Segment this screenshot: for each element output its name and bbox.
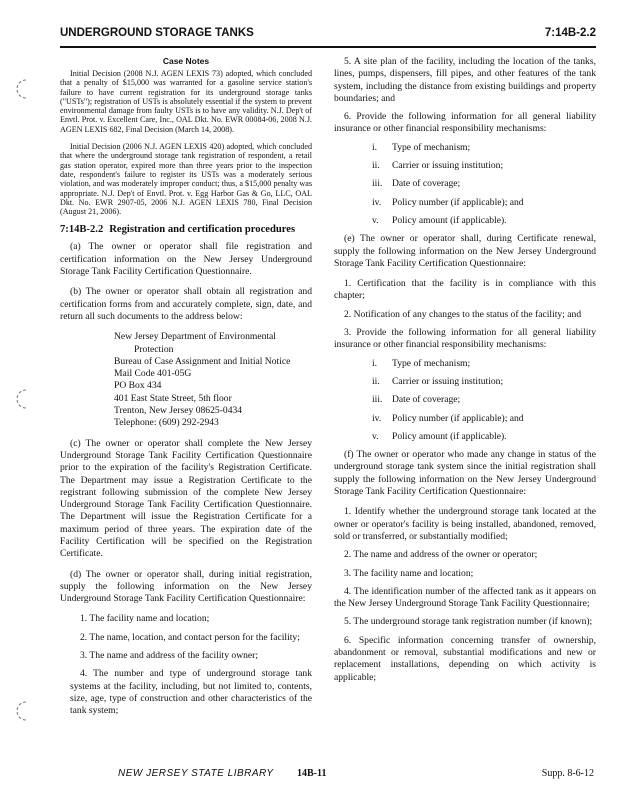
page-footer bbox=[0, 768, 618, 786]
roman-item: iv. Policy number (if applicable); and bbox=[372, 196, 524, 208]
case-note: Initial Decision (2008 N.J. AGEN LEXIS 73) adopted, which concluded that a penalty of $15,000 was warranted for a gasoline service station's failure to have current registration for its underground storage tanks ("USTs"); registration of USTs is absolutely essential if the system to prevent environmental damage from faulty USTs is to have any validity. N.J. Dep't of Envtl. Prot. v. Excellent Care, Inc., OAL Dkt. No. EWR 00084-06, 2008 N.J. AGEN LEXIS 682, Final Decision (March 14, 2008). bbox=[60, 69, 312, 134]
list-item: 2. The name and address of the owner or operator; bbox=[344, 549, 538, 561]
list-item: 3. The name and address of the facility owner; bbox=[80, 650, 259, 662]
roman-item: i. Type of mechanism; bbox=[372, 357, 471, 369]
section-title: Registration and certification procedures bbox=[109, 224, 296, 236]
list-item: 3. Provide the following information for all general liability insurance or other financial responsibility mechanisms: bbox=[334, 327, 596, 351]
case-note: Initial Decision (2006 N.J. AGEN LEXIS 420) adopted, which concluded that where the underground storage tank registration of respondent, a retail gas station operator, expired more than three years prior to the inspection date, respondent's failure to register its USTs was a moderately serious violation, and was moderately improper conduct; thus, a $15,000 penalty was appropriate. N.J. Dep't of Envtl. Prot. v. Egg Harbor Gas & Go, LLC, OAL Dkt. No. EWR 2907-05, 2006 N.J. AGEN LEXIS 780, Final Decision (August 21, 2006). bbox=[60, 142, 312, 217]
punch-hole-mark bbox=[12, 388, 34, 410]
header-title: UNDERGROUND STORAGE TANKS bbox=[60, 27, 254, 39]
roman-item: ii. Carrier or issuing institution; bbox=[372, 375, 504, 387]
paragraph-e: (e) The owner or operator shall, during Certificate renewal, supply the following information on the New Jersey Underground Storage Tank Facility Certification Questionnaire: bbox=[334, 233, 596, 269]
right-column bbox=[334, 56, 596, 690]
list-item: 4. The number and type of underground storage tank systems at the facility, including, but not limited to, contents, size, age, type of construction and other characteristics of the tank system; bbox=[70, 668, 312, 717]
paragraph-b: (b) The owner or operator shall obtain all registration and certification forms from and accurately complete, sign, date, and return all such documents to the address below: bbox=[60, 286, 312, 322]
paragraph-f: (f) The owner or operator who made any change in status of the underground storage tank system since the initial registration shall supply the following information on the New Jersey Underground Storage Tank Facility Certification Questionnaire: bbox=[334, 449, 596, 498]
roman-item: v. Policy amount (if applicable). bbox=[372, 430, 507, 442]
roman-item: i. Type of mechanism; bbox=[372, 141, 471, 153]
supplement-date: Supp. 8-6-12 bbox=[541, 768, 594, 779]
roman-item: iv. Policy number (if applicable); and bbox=[372, 412, 524, 424]
roman-item: iii. Date of coverage; bbox=[372, 178, 461, 190]
address-line: 401 East State Street, 5th floor bbox=[114, 392, 232, 404]
address-telephone: Telephone: (609) 292-2943 bbox=[114, 417, 219, 429]
page-number: 14B-11 bbox=[297, 768, 327, 779]
list-item: 5. A site plan of the facility, including the location of the tanks, lines, pumps, dispensers, fill pipes, and other features of the tank system, including the distance from existing buildings and property boundaries; and bbox=[334, 56, 596, 104]
list-item: 2. Notification of any changes to the status of the facility; and bbox=[344, 308, 582, 320]
section-number: 7:14B-2.2 bbox=[60, 224, 104, 236]
paragraph-d: (d) The owner or operator shall, during initial registration, supply the following information on the New Jersey Underground Storage Tank Facility Certification Questionnaire: bbox=[60, 568, 312, 605]
list-item: 6. Provide the following information for all general liability insurance or other financial responsibility mechanisms: bbox=[334, 111, 596, 135]
section-heading bbox=[60, 224, 312, 235]
address-line: Mail Code 401-05G bbox=[114, 368, 192, 380]
mailing-address bbox=[114, 331, 312, 429]
list-item: 1. Identify whether the underground storage tank located at the owner or operator's facility is being installed, abandoned, removed, sold or transferred, or substantially modified; bbox=[334, 506, 596, 542]
address-line: Protection bbox=[134, 343, 174, 355]
address-line: New Jersey Department of Environmental bbox=[114, 331, 276, 343]
running-header bbox=[60, 24, 596, 48]
address-line: PO Box 434 bbox=[114, 380, 162, 392]
header-section-number: 7:14B-2.2 bbox=[544, 27, 596, 39]
roman-item: v. Policy amount (if applicable). bbox=[372, 214, 507, 226]
list-item: 6. Specific information concerning transfer of ownership, abandonment or removal, substantial modifications and new or replacement installations, depending on which activity is applicable; bbox=[334, 634, 596, 683]
case-notes-title: Case Notes bbox=[162, 56, 210, 66]
address-line: Trenton, New Jersey 08625-0434 bbox=[114, 405, 243, 417]
list-item: 1. The facility name and location; bbox=[80, 613, 210, 625]
list-item: 2. The name, location, and contact person for the facility; bbox=[80, 631, 300, 643]
list-item: 1. Certification that the facility is in compliance with this chapter; bbox=[334, 278, 596, 302]
library-stamp: NEW JERSEY STATE LIBRARY bbox=[118, 768, 274, 779]
paragraph-c: (c) The owner or operator shall complete the New Jersey Underground Storage Tank Facility Certification Questionnaire prior to the expiration of the facility's Registration Certificate. The Department may issue a Registration Certificate to the registrant following submission of the complete New Jersey Underground Storage Tank Facility Certification Questionnaire. The Department will issue the Registration Certificate for a maximum period of three years. The expiration date of the Facility Certification will be specified on the Registration Certificate. bbox=[60, 437, 312, 560]
paragraph-a: (a) The owner or operator shall file registration and certification information on the New Jersey Underground Storage Tank Facility Certification Questionnaire. bbox=[60, 241, 312, 278]
punch-hole-mark bbox=[12, 700, 34, 722]
left-column bbox=[60, 56, 312, 724]
list-item: 5. The underground storage tank registration number (if known); bbox=[344, 616, 593, 628]
list-item: 3. The facility name and location; bbox=[344, 567, 474, 579]
list-item: 4. The identification number of the affected tank as it appears on the New Jersey Underground Storage Tank Facility Questionnaire; bbox=[334, 585, 596, 610]
roman-item: iii. Date of coverage; bbox=[372, 394, 461, 406]
punch-hole-mark bbox=[12, 78, 34, 100]
address-line: Bureau of Case Assignment and Initial Notice bbox=[114, 355, 291, 367]
roman-item: ii. Carrier or issuing institution; bbox=[372, 160, 504, 172]
